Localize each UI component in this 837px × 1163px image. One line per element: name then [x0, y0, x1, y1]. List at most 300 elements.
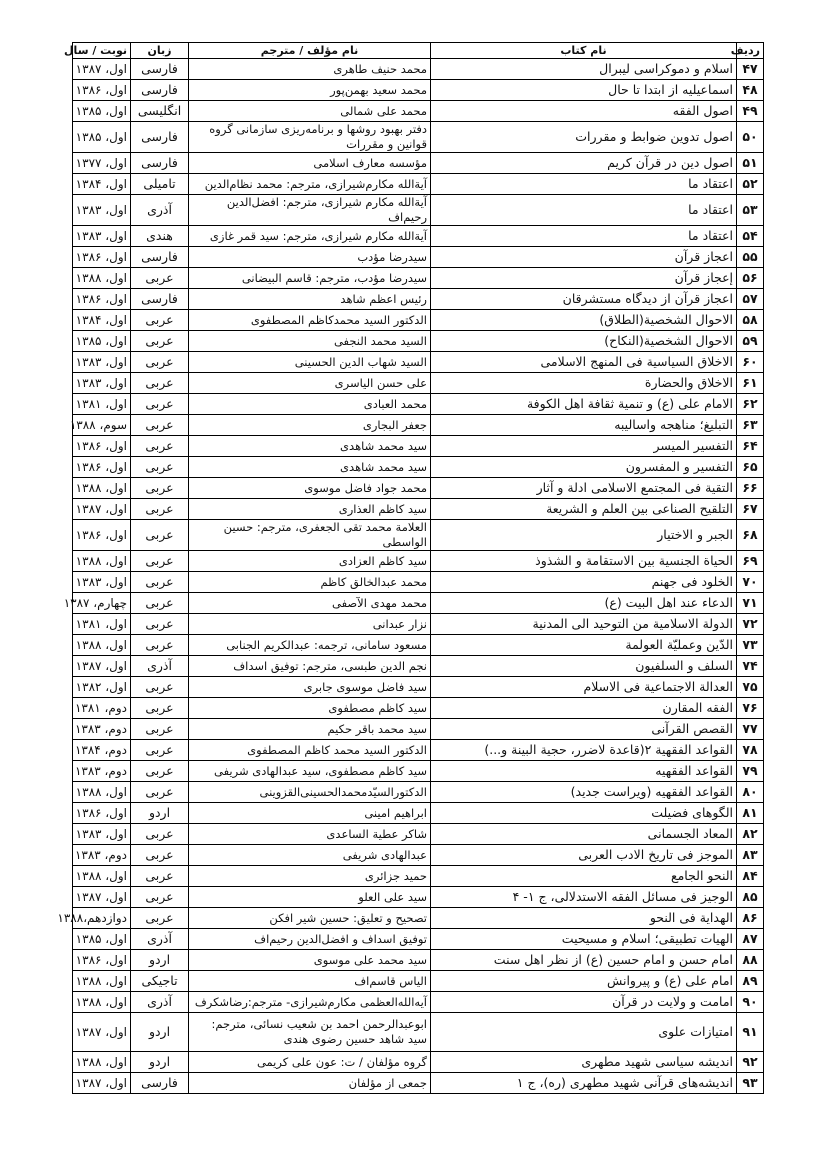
table-row [73, 226, 764, 247]
language: عربی [131, 593, 189, 614]
table-row [73, 373, 764, 394]
edition-year: دوازدهم،۱۳۸۸ [73, 908, 131, 929]
table-row [73, 593, 764, 614]
book-title: اسماعیلیه از ابتدا تا حال [431, 80, 737, 101]
row-number: ۶۰ [737, 352, 764, 373]
author-name [189, 174, 431, 195]
table-row [73, 457, 764, 478]
edition-year: اول، ۱۳۸۶ [73, 950, 131, 971]
book-title: اعتقاد ما [431, 226, 737, 247]
edition-year: اول، ۱۳۸۳ [73, 352, 131, 373]
author-text: سیدرضا مؤدب، مترجم: قاسم البیضانی [241, 270, 427, 285]
author-name [189, 866, 431, 887]
edition-year: اول، ۱۳۸۳ [73, 226, 131, 247]
author-text: الدکتور السید محمدکاظم المصطفوی [250, 312, 427, 327]
book-title: الجبر و الاختیار [431, 520, 737, 551]
edition-year: اول، ۱۳۸۶ [73, 520, 131, 551]
author-text: سید محمد علی موسوی [313, 952, 427, 967]
language: عربی [131, 310, 189, 331]
language: عربی [131, 866, 189, 887]
table-row [73, 1013, 764, 1052]
language: فارسی [131, 80, 189, 101]
row-number: ۸۵ [737, 887, 764, 908]
author-name [189, 971, 431, 992]
author-text: سید کاظم العزادی [338, 553, 427, 568]
table-row [73, 698, 764, 719]
table-row [73, 971, 764, 992]
edition-year: اول، ۱۳۸۵ [73, 331, 131, 352]
language: عربی [131, 698, 189, 719]
row-number: ۹۲ [737, 1052, 764, 1073]
header-author: نام مؤلف / مترجم [189, 43, 431, 59]
edition-year: چهارم، ۱۳۸۷ [73, 593, 131, 614]
language: اردو [131, 803, 189, 824]
author-text: علی حسن الیاسری [334, 375, 427, 390]
table-row [73, 992, 764, 1013]
row-number: ۵۸ [737, 310, 764, 331]
author-name [189, 761, 431, 782]
edition-year: اول، ۱۳۸۸ [73, 268, 131, 289]
header-edition: نوبت / سال [73, 43, 131, 59]
edition-year: اول، ۱۳۸۱ [73, 614, 131, 635]
table-row [73, 101, 764, 122]
edition-year: اول، ۱۳۸۷ [73, 59, 131, 80]
author-text: آیةالله مکارم‌شیرازی، مترجم: محمد نظام‌الدین [204, 176, 427, 191]
author-text: دفتر بهبود روشها و برنامه‌ریزی سازمانی گروه قوانین و مقررات [209, 122, 427, 151]
edition-year: دوم، ۱۳۸۳ [73, 845, 131, 866]
edition-year: اول، ۱۳۸۸ [73, 635, 131, 656]
language: فارسی [131, 289, 189, 310]
row-number: ۶۹ [737, 551, 764, 572]
edition-year: دوم، ۱۳۸۳ [73, 761, 131, 782]
header-title: نام کتاب [431, 43, 737, 59]
edition-year: اول، ۱۳۸۶ [73, 803, 131, 824]
language: فارسی [131, 1073, 189, 1094]
row-number: ۵۷ [737, 289, 764, 310]
author-text: رئیس اعظم شاهد [340, 291, 427, 306]
edition-year: اول، ۱۳۸۶ [73, 80, 131, 101]
author-text: سید کاظم مصطفوی، سید عبدالهادی شریفی [214, 763, 427, 778]
row-number: ۵۶ [737, 268, 764, 289]
row-number: ۹۰ [737, 992, 764, 1013]
edition-year: اول، ۱۳۸۸ [73, 478, 131, 499]
edition-year: اول، ۱۳۸۳ [73, 373, 131, 394]
table-row [73, 520, 764, 551]
author-name [189, 457, 431, 478]
book-title: اعتقاد ما [431, 195, 737, 226]
table-row [73, 80, 764, 101]
author-name [189, 331, 431, 352]
author-name [189, 1052, 431, 1073]
language: تاجیکی [131, 971, 189, 992]
row-number: ۶۱ [737, 373, 764, 394]
author-text: عبدالهادی شریفی [342, 847, 427, 862]
author-name [189, 122, 431, 153]
edition-year: اول، ۱۳۸۷ [73, 656, 131, 677]
edition-year: اول، ۱۳۸۵ [73, 929, 131, 950]
author-text: ابراهیم امینی [364, 805, 427, 820]
author-name [189, 352, 431, 373]
author-name [189, 572, 431, 593]
table-row [73, 845, 764, 866]
author-text: جمعی از مؤلفان [348, 1075, 427, 1090]
author-text: السید شهاب الدین الحسینی [294, 354, 427, 369]
row-number: ۷۶ [737, 698, 764, 719]
author-text: آیه‌الله‌العظمی مکارم‌شیرازی- مترجم:رضاشکرف [194, 994, 427, 1009]
language: فارسی [131, 122, 189, 153]
author-text: محمد جواد فاضل موسوی [304, 480, 427, 495]
book-title: الوجیز فی مسائل الفقه الاستدلالی، ج ۱- ۴ [431, 887, 737, 908]
table-row [73, 824, 764, 845]
author-name [189, 740, 431, 761]
language: عربی [131, 719, 189, 740]
language: آذری [131, 929, 189, 950]
author-text: آیةالله مکارم شیرازی، مترجم: افضل‌الدین رحیم‌اف [226, 195, 427, 224]
edition-year: اول، ۱۳۸۳ [73, 572, 131, 593]
author-text: مسعود سامانی، ترجمه: عبدالکریم الجنابی [226, 637, 427, 652]
author-name [189, 929, 431, 950]
table-row [73, 677, 764, 698]
author-name [189, 887, 431, 908]
table-row [73, 1073, 764, 1094]
author-text: العلامة محمد تقی الجعفری، مترجم: حسین الواسطی [223, 520, 427, 549]
author-name [189, 101, 431, 122]
author-name [189, 593, 431, 614]
book-title: الحیاة الجنسیة بین الاستقامة و الشذوذ [431, 551, 737, 572]
author-text: آیةالله مکارم شیرازی، مترجم: سید قمر غازی [209, 228, 427, 243]
edition-year: اول، ۱۳۸۷ [73, 499, 131, 520]
author-name [189, 824, 431, 845]
book-title: الخلود فی جهنم [431, 572, 737, 593]
edition-year: دوم، ۱۳۸۱ [73, 698, 131, 719]
language: عربی [131, 352, 189, 373]
author-name [189, 247, 431, 268]
language: عربی [131, 268, 189, 289]
row-number: ۸۸ [737, 950, 764, 971]
edition-year: اول، ۱۳۸۸ [73, 866, 131, 887]
book-title: الهدایة فی النحو [431, 908, 737, 929]
table-row [73, 1052, 764, 1073]
author-name [189, 614, 431, 635]
language: عربی [131, 761, 189, 782]
book-title: إعجاز قرآن [431, 268, 737, 289]
table-row [73, 761, 764, 782]
books-table [57, 42, 764, 1094]
language: اردو [131, 1052, 189, 1073]
author-name [189, 782, 431, 803]
table-row [73, 195, 764, 226]
book-title: التقیة فی المجتمع الاسلامی ادلة و آثار [431, 478, 737, 499]
table-row [73, 478, 764, 499]
author-name [189, 698, 431, 719]
book-title: امتیازات علوی [431, 1013, 737, 1052]
table-row [73, 499, 764, 520]
table-row [73, 174, 764, 195]
author-name [189, 153, 431, 174]
author-text: سید کاظم مصطفوی [328, 700, 427, 715]
author-name [189, 268, 431, 289]
book-title: المعاد الجسمانی [431, 824, 737, 845]
row-number: ۵۵ [737, 247, 764, 268]
author-text: محمد حنیف طاهری [333, 61, 427, 76]
author-name [189, 520, 431, 551]
edition-year: سوم، ۱۳۸۸ [73, 415, 131, 436]
book-title: القواعد الفقهیة ۲(قاعدة لاضرر، حجیة البینة و...) [431, 740, 737, 761]
row-number: ۷۳ [737, 635, 764, 656]
author-name [189, 551, 431, 572]
language: عربی [131, 845, 189, 866]
table-row [73, 635, 764, 656]
row-number: ۷۴ [737, 656, 764, 677]
language: عربی [131, 887, 189, 908]
row-number: ۷۱ [737, 593, 764, 614]
book-title: العدالة الاجتماعیة فی الاسلام [431, 677, 737, 698]
author-text: حمید جزائری [364, 868, 427, 883]
book-title: الاحوال الشخصیة(النکاح) [431, 331, 737, 352]
table-row [73, 887, 764, 908]
author-text: نزار عبدانی [372, 616, 427, 631]
header-row [73, 43, 764, 59]
language: عربی [131, 635, 189, 656]
author-text: الدکتور السید محمد کاظم المصطفوی [247, 742, 427, 757]
book-title: التلقیح الصناعی بین العلم و الشریعة [431, 499, 737, 520]
author-text: سید محمد باقر حکیم [327, 721, 427, 736]
language: اردو [131, 950, 189, 971]
edition-year: اول، ۱۳۸۳ [73, 195, 131, 226]
edition-year: اول، ۱۳۸۸ [73, 1052, 131, 1073]
author-text: محمد عبدالخالق کاظم [320, 574, 427, 589]
author-text: محمد علی شمالی [340, 103, 427, 118]
edition-year: اول، ۱۳۸۷ [73, 887, 131, 908]
language: عربی [131, 373, 189, 394]
author-text: السید محمد النجفی [333, 333, 427, 348]
book-title: اصول تدوین ضوابط و مقررات [431, 122, 737, 153]
book-title: القصص القرآنی [431, 719, 737, 740]
language: آذری [131, 992, 189, 1013]
row-number: ۸۹ [737, 971, 764, 992]
edition-year: اول، ۱۳۸۴ [73, 310, 131, 331]
book-title: اصول الفقه [431, 101, 737, 122]
book-title: النحو الجامع [431, 866, 737, 887]
table-row [73, 59, 764, 80]
author-text: تصحیح و تعلیق: حسین شیر افکن [269, 910, 427, 925]
author-name [189, 1073, 431, 1094]
table-row [73, 551, 764, 572]
table-body [57, 59, 764, 1094]
edition-year: اول، ۱۳۸۴ [73, 174, 131, 195]
book-title: اعجاز قرآن از دیدگاه مستشرقان [431, 289, 737, 310]
author-text: الدکتورالسیّدمحمدالحسینی‌القزوینی [259, 784, 427, 799]
edition-year: اول، ۱۳۸۷ [73, 1013, 131, 1052]
table-row [73, 572, 764, 593]
row-number: ۴۸ [737, 80, 764, 101]
author-name [189, 656, 431, 677]
header-num: ردیف [737, 43, 764, 59]
author-name [189, 436, 431, 457]
edition-year: اول، ۱۳۸۸ [73, 551, 131, 572]
table-row [73, 247, 764, 268]
author-name [189, 289, 431, 310]
table-row [73, 866, 764, 887]
author-name [189, 478, 431, 499]
author-name [189, 635, 431, 656]
language: فارسی [131, 153, 189, 174]
edition-year: اول، ۱۳۸۸ [73, 782, 131, 803]
row-number: ۶۲ [737, 394, 764, 415]
edition-year: اول، ۱۳۸۵ [73, 122, 131, 153]
author-name [189, 310, 431, 331]
edition-year: اول، ۱۳۸۸ [73, 971, 131, 992]
row-number: ۹۱ [737, 1013, 764, 1052]
language: عربی [131, 457, 189, 478]
book-title: الهیات تطبیقی؛ اسلام و مسیحیت [431, 929, 737, 950]
language: هندی [131, 226, 189, 247]
row-number: ۷۸ [737, 740, 764, 761]
language: عربی [131, 499, 189, 520]
book-title: القواعد الفقهیه [431, 761, 737, 782]
language: انگلیسی [131, 101, 189, 122]
language: عربی [131, 908, 189, 929]
book-title: القواعد الفقهیه (ویراست جدید) [431, 782, 737, 803]
row-number: ۴۹ [737, 101, 764, 122]
table-row [73, 122, 764, 153]
table-row [73, 436, 764, 457]
author-name [189, 719, 431, 740]
author-text: شاکر عطیة الساعدی [326, 826, 427, 841]
author-name [189, 1013, 431, 1052]
language: آذری [131, 656, 189, 677]
book-title: الدعاء عند اهل البیت (ع) [431, 593, 737, 614]
language: عربی [131, 394, 189, 415]
edition-year: اول، ۱۳۸۳ [73, 824, 131, 845]
book-title: الدولة الاسلامیة من التوحید الی المدنیة [431, 614, 737, 635]
table-row [73, 310, 764, 331]
table-header [64, 43, 764, 59]
author-text: محمد العبادی [363, 396, 427, 411]
row-number: ۷۲ [737, 614, 764, 635]
language: عربی [131, 478, 189, 499]
author-name [189, 992, 431, 1013]
book-title: امامت و ولایت در قرآن [431, 992, 737, 1013]
author-name [189, 226, 431, 247]
table-row [73, 614, 764, 635]
row-number: ۸۳ [737, 845, 764, 866]
edition-year: اول، ۱۳۸۵ [73, 101, 131, 122]
row-number: ۵۴ [737, 226, 764, 247]
author-text: محمد سعید بهمن‌پور [330, 82, 427, 97]
row-number: ۸۶ [737, 908, 764, 929]
edition-year: اول، ۱۳۸۸ [73, 992, 131, 1013]
book-title: الاخلاق السیاسیة فی المنهج الاسلامی [431, 352, 737, 373]
table-row [73, 929, 764, 950]
language: عربی [131, 415, 189, 436]
author-text: سید محمد شاهدی [340, 459, 427, 474]
author-text: سید محمد شاهدی [340, 438, 427, 453]
row-number: ۶۷ [737, 499, 764, 520]
language: عربی [131, 824, 189, 845]
author-text: مؤسسه معارف اسلامی [313, 155, 427, 170]
author-text: سید فاضل موسوی جابری [303, 679, 427, 694]
row-number: ۸۰ [737, 782, 764, 803]
book-title: اسلام و دموکراسی لیبرال [431, 59, 737, 80]
book-title: الامام علی (ع) و تنمیة ثقافة اهل الکوفة [431, 394, 737, 415]
language: عربی [131, 782, 189, 803]
edition-year: اول، ۱۳۸۲ [73, 677, 131, 698]
author-text: سید کاظم العذاری [338, 501, 427, 516]
book-title: الاخلاق والحضارة [431, 373, 737, 394]
author-text: توفیق اسداف و افضل‌الدین رحیم‌اف [254, 931, 427, 946]
author-name [189, 394, 431, 415]
edition-year: اول، ۱۳۸۷ [73, 1073, 131, 1094]
edition-year: اول، ۱۳۸۶ [73, 457, 131, 478]
language: تامیلی [131, 174, 189, 195]
language: عربی [131, 572, 189, 593]
book-title: التفسیر المیسر [431, 436, 737, 457]
author-text: ابوعبدالرحمن احمد بن شعیب نسائی، مترجم: سید شاهد حسین رضوی هندی [211, 1017, 427, 1046]
table-row [73, 656, 764, 677]
author-text: الیاس قاسم‌اف [354, 973, 427, 988]
row-number: ۷۷ [737, 719, 764, 740]
table-row [73, 740, 764, 761]
author-text: گروه مؤلفان / ت: عون علی کریمی [256, 1054, 427, 1069]
book-title: الگوهای فضیلت [431, 803, 737, 824]
language: فارسی [131, 247, 189, 268]
author-text: سیدرضا مؤدب [357, 249, 427, 264]
author-text: جعفر البجاری [362, 417, 427, 432]
author-name [189, 59, 431, 80]
edition-year: اول، ۱۳۸۱ [73, 394, 131, 415]
table-row [73, 268, 764, 289]
book-title: التفسیر و المفسرون [431, 457, 737, 478]
language: عربی [131, 331, 189, 352]
row-number: ۸۴ [737, 866, 764, 887]
table-row [73, 908, 764, 929]
row-number: ۶۸ [737, 520, 764, 551]
edition-year: اول، ۱۳۸۶ [73, 289, 131, 310]
row-number: ۸۲ [737, 824, 764, 845]
language: عربی [131, 614, 189, 635]
table-row [73, 153, 764, 174]
book-title: الموجز فی تاریخ الادب العربی [431, 845, 737, 866]
language: آذری [131, 195, 189, 226]
row-number: ۷۵ [737, 677, 764, 698]
row-number: ۴۷ [737, 59, 764, 80]
language: عربی [131, 677, 189, 698]
row-number: ۶۵ [737, 457, 764, 478]
language: اردو [131, 1013, 189, 1052]
row-number: ۵۱ [737, 153, 764, 174]
row-number: ۷۰ [737, 572, 764, 593]
book-title: اندیشه‌های قرآنی شهید مطهری (ره)، ج ۱ [431, 1073, 737, 1094]
row-number: ۶۳ [737, 415, 764, 436]
book-title: اعتقاد ما [431, 174, 737, 195]
language: عربی [131, 740, 189, 761]
author-name [189, 499, 431, 520]
book-title: الدّین وعملیّة العولمة [431, 635, 737, 656]
author-name [189, 80, 431, 101]
table-row [73, 415, 764, 436]
book-title: امام علی (ع) و پیروانش [431, 971, 737, 992]
table-row [73, 950, 764, 971]
row-number: ۵۳ [737, 195, 764, 226]
author-name [189, 845, 431, 866]
table-row [73, 394, 764, 415]
edition-year: اول، ۱۳۷۷ [73, 153, 131, 174]
row-number: ۶۴ [737, 436, 764, 457]
author-text: محمد مهدی الآصفی [332, 595, 427, 610]
book-title: اندیشه سیاسی شهید مطهری [431, 1052, 737, 1073]
row-number: ۵۹ [737, 331, 764, 352]
